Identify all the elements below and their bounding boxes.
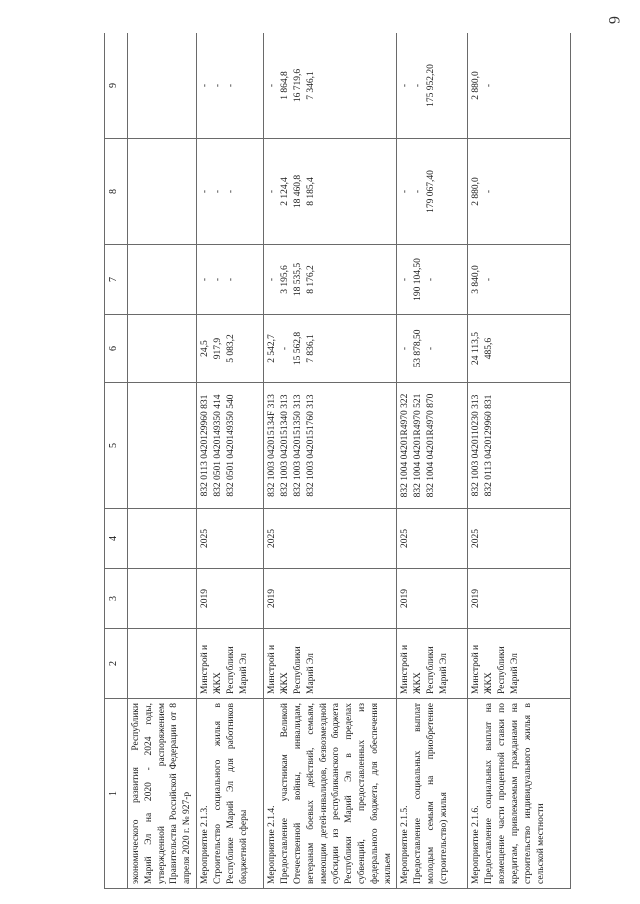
column-header-4: 4 <box>105 509 128 569</box>
budget-code: 832 0113 0420129960 831 <box>200 394 211 497</box>
executor-cell: Минстрой и ЖКХ Республики Марий Эл <box>264 629 397 699</box>
col9-value: - <box>413 83 424 88</box>
col9-value: - <box>267 83 278 88</box>
budget-codes-cell <box>197 383 264 509</box>
col7-value: - <box>226 277 237 282</box>
activity-cell <box>397 699 468 889</box>
table-row <box>468 33 571 889</box>
col6-cell <box>264 315 397 383</box>
col7-value: 8 176,2 <box>306 265 317 294</box>
empty-cell <box>128 315 197 383</box>
activity-title: Мероприятие 2.1.4. <box>267 805 278 884</box>
col9-value: 7 346,1 <box>306 71 317 100</box>
col6-value: 917,9 <box>213 337 224 360</box>
col8-value: - <box>213 189 224 194</box>
col6-value: 7 836,1 <box>306 334 317 363</box>
activity-cell <box>468 699 571 889</box>
col8-value: - <box>267 189 278 194</box>
continuation-text: экономического развития Республики Марий Эл на 2020 - 2024 годы, утвержденной распоряжением Правительства Российской Федерации от 8 апреля 2020 г. № 927-р <box>128 699 197 889</box>
col9-value: 1 864,8 <box>280 71 291 100</box>
budget-code: 832 0113 0420129960 831 <box>484 394 495 497</box>
col8-value: 2 124,4 <box>280 177 291 206</box>
end-year-cell: 2025 <box>264 509 397 569</box>
budget-codes-cell <box>397 383 468 509</box>
activity-title: Мероприятие 2.1.3. <box>200 805 211 884</box>
col9-cell <box>397 33 468 139</box>
col6-value: - <box>400 346 411 351</box>
col9-value: - <box>200 83 211 88</box>
col8-value: - <box>400 189 411 194</box>
col6-value: 2 542,7 <box>267 334 278 363</box>
end-year-cell: 2025 <box>197 509 264 569</box>
col7-cell <box>397 245 468 315</box>
col7-value: 3 195,6 <box>280 265 291 294</box>
col7-value: 3 840,0 <box>471 265 482 294</box>
col8-value: 8 185,4 <box>306 177 317 206</box>
col6-value: - <box>280 346 291 351</box>
continuation-row <box>128 33 197 889</box>
program-activities-table <box>104 33 571 889</box>
empty-cell <box>128 33 197 139</box>
col8-value: - <box>484 189 495 194</box>
column-header-2: 2 <box>105 629 128 699</box>
col7-cell <box>264 245 397 315</box>
column-header-1: 1 <box>105 699 128 889</box>
budget-codes-cell <box>264 383 397 509</box>
budget-code: 832 0501 0420149350 414 <box>213 394 224 497</box>
col8-cell <box>397 139 468 245</box>
col9-cell <box>468 33 571 139</box>
activity-title: Мероприятие 2.1.6. <box>471 805 482 884</box>
col8-value: 18 460,8 <box>293 174 304 209</box>
page-number: 6 <box>605 16 622 24</box>
budget-code: 832 1004 04201R4970 870 <box>426 393 437 498</box>
empty-cell <box>128 569 197 629</box>
col6-cell <box>468 315 571 383</box>
col6-value: - <box>426 346 437 351</box>
budget-code: 832 1004 04201R4970 521 <box>413 393 424 498</box>
col6-value: 24 113,5 <box>471 332 482 365</box>
col6-value: 485,6 <box>484 337 495 360</box>
col7-value: - <box>213 277 224 282</box>
col9-value: - <box>213 83 224 88</box>
empty-cell <box>128 629 197 699</box>
col8-value: - <box>413 189 424 194</box>
activity-description: Предоставление участникам Великой Отечественной войны, инвалидам, ветеранам боевых действий, семьям, имеющим детей-инвалидов, безвозмездной субсидии из республиканского бюджета Республики Марий Эл в пределах субвенций, предоставленных из федерального бюджета, для обеспечения жильем <box>280 703 393 884</box>
activity-description: Предоставление социальных выплат молодым семьям на приобретение (строительство) жилья <box>413 703 449 884</box>
activity-description: Строительство социального жилья в Республике Марий Эл для работников бюджетной сферы <box>213 703 249 884</box>
executor-cell: Минстрой и ЖКХ Республики Марий Эл <box>197 629 264 699</box>
col7-value: - <box>400 277 411 282</box>
col9-value: - <box>226 83 237 88</box>
column-number-row <box>105 33 128 889</box>
column-header-6: 6 <box>105 315 128 383</box>
col6-value: 53 878,50 <box>413 329 424 368</box>
budget-codes-cell <box>468 383 571 509</box>
col8-cell <box>197 139 264 245</box>
col7-value: 18 535,5 <box>293 262 304 297</box>
col7-value: - <box>267 277 278 282</box>
col8-value: - <box>226 189 237 194</box>
col8-cell <box>264 139 397 245</box>
col8-cell <box>468 139 571 245</box>
col9-cell <box>197 33 264 139</box>
col6-cell <box>197 315 264 383</box>
col6-value: 5 083,2 <box>226 334 237 363</box>
empty-cell <box>128 509 197 569</box>
table-row <box>264 33 397 889</box>
end-year-cell: 2025 <box>397 509 468 569</box>
col9-value: 175 952,20 <box>426 64 437 107</box>
col8-value: 2 880,0 <box>471 177 482 206</box>
activity-cell <box>264 699 397 889</box>
col9-value: - <box>484 83 495 88</box>
budget-code: 832 1004 04201R4970 322 <box>400 393 411 498</box>
start-year-cell: 2019 <box>264 569 397 629</box>
activity-title: Мероприятие 2.1.5. <box>400 805 411 884</box>
rotated-page-wrapper <box>104 33 634 889</box>
budget-code: 832 0501 0420149350 540 <box>226 394 237 497</box>
executor-cell: Минстрой и ЖКХ Республики Марий Эл <box>397 629 468 699</box>
column-header-5: 5 <box>105 383 128 509</box>
activity-cell <box>197 699 264 889</box>
column-header-8: 8 <box>105 139 128 245</box>
col6-value: 15 562,8 <box>293 331 304 366</box>
rotated-table-container <box>104 33 634 889</box>
col7-value: - <box>200 277 211 282</box>
start-year-cell: 2019 <box>468 569 571 629</box>
col9-value: - <box>400 83 411 88</box>
column-header-7: 7 <box>105 245 128 315</box>
col8-value: - <box>200 189 211 194</box>
budget-code: 832 1003 0420151350 313 <box>293 394 304 497</box>
executor-cell: Минстрой и ЖКХ Республики Марий Эл <box>468 629 571 699</box>
column-header-9: 9 <box>105 33 128 139</box>
activity-description: Предоставление социальных выплат на возмещение части процентной ставки по кредитам, привлекаемым гражданами на строительство индивидуального жилья в сельской местности <box>484 703 546 884</box>
col7-value: - <box>484 277 495 282</box>
table-row <box>197 33 264 889</box>
col7-cell <box>197 245 264 315</box>
empty-cell <box>128 245 197 315</box>
col6-cell <box>397 315 468 383</box>
col9-value: 16 719,6 <box>293 68 304 103</box>
end-year-cell: 2025 <box>468 509 571 569</box>
col6-value: 24,5 <box>200 340 211 357</box>
empty-cell <box>128 139 197 245</box>
table-row <box>397 33 468 889</box>
budget-code: 832 1003 0420151760 313 <box>306 394 317 497</box>
col9-value: 2 880,0 <box>471 71 482 100</box>
col9-cell <box>264 33 397 139</box>
budget-code: 832 1003 0420151340 313 <box>280 394 291 497</box>
col7-value: - <box>426 277 437 282</box>
col7-value: 190 104,50 <box>413 258 424 301</box>
col7-cell <box>468 245 571 315</box>
start-year-cell: 2019 <box>197 569 264 629</box>
budget-code: 832 1003 042015134F 313 <box>267 394 278 497</box>
start-year-cell: 2019 <box>397 569 468 629</box>
budget-code: 832 1003 0420110230 313 <box>471 394 482 497</box>
empty-cell <box>128 383 197 509</box>
col8-value: 179 067,40 <box>426 170 437 213</box>
column-header-3: 3 <box>105 569 128 629</box>
